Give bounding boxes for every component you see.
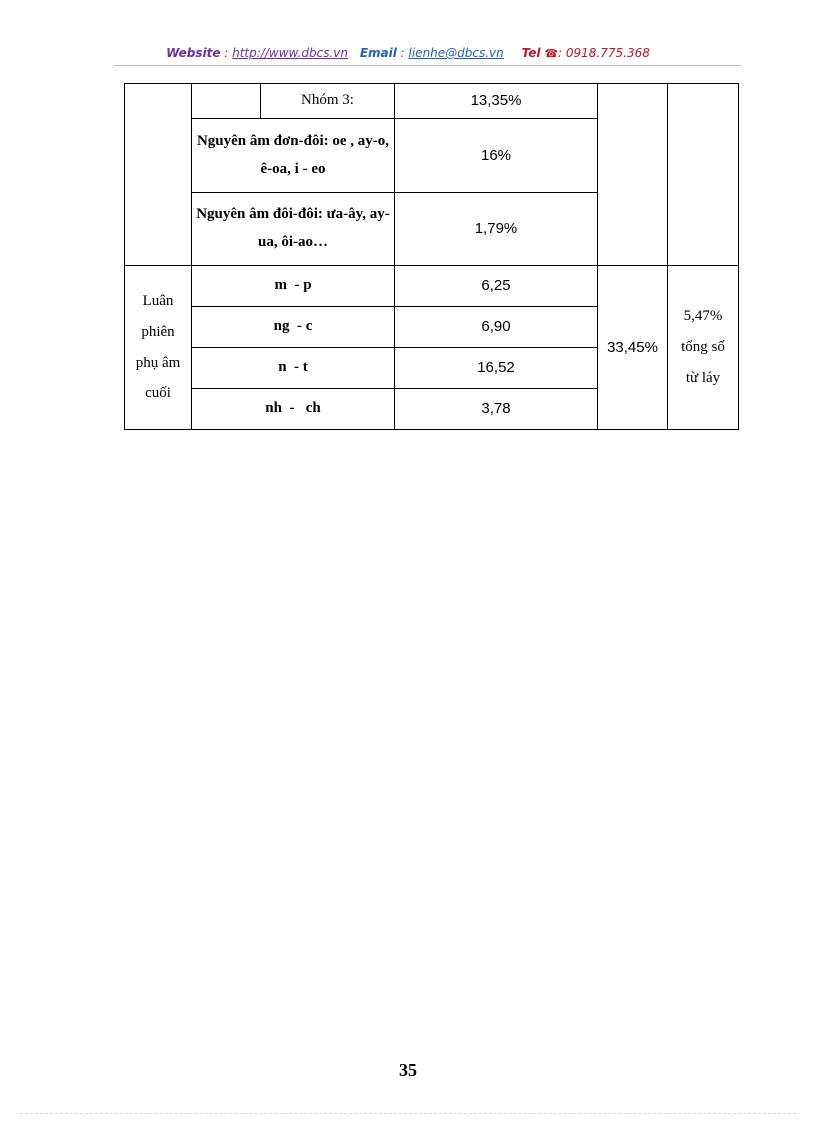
website-label: Website — [166, 46, 221, 60]
table-row — [125, 84, 739, 119]
group-2-total: 33,45% — [598, 266, 668, 430]
email-link[interactable]: lienhe@dbcs.vn — [408, 46, 504, 60]
page-header — [0, 46, 816, 60]
row-value: 16% — [395, 119, 598, 193]
header-divider — [114, 65, 741, 66]
row-label: ng - c — [192, 307, 395, 348]
group-2-label: Luân phiên phụ âm cuối — [125, 266, 192, 430]
row-value: 6,90 — [395, 307, 598, 348]
row-label: Nguyên âm đôi-đôi: ưa-ây, ay-ua, ôi-ao… — [192, 193, 395, 266]
row-label: m - p — [192, 266, 395, 307]
page-number: 35 — [399, 1060, 417, 1080]
tel-value: : 0918.775.368 — [558, 46, 650, 60]
telephone-icon: ☎ — [544, 47, 559, 60]
tel-label: Tel — [521, 46, 541, 60]
email-separator: : — [396, 46, 409, 60]
data-table — [124, 83, 739, 430]
row-label: Nguyên âm đơn-đôi: oe , ay-o, ê-oa, i - eo — [192, 119, 395, 193]
group-1-label-cell — [125, 84, 192, 266]
row-value: 1,79% — [395, 193, 598, 266]
row-value: 3,78 — [395, 389, 598, 430]
footer-divider — [20, 1113, 796, 1114]
table-row — [125, 266, 739, 307]
group-2-share: 5,47% tổng số từ láy — [668, 266, 739, 430]
row-label: n - t — [192, 348, 395, 389]
website-separator: : — [220, 46, 233, 60]
row-value: 13,35% — [395, 84, 598, 119]
website-link[interactable]: http://www.dbcs.vn — [232, 46, 348, 60]
row-label: Nhóm 3: — [261, 84, 395, 119]
email-label: Email — [359, 46, 397, 60]
group-1-share-cell — [668, 84, 739, 266]
row-value: 16,52 — [395, 348, 598, 389]
row-value: 6,25 — [395, 266, 598, 307]
group-1-total-cell — [598, 84, 668, 266]
row-label: nh - ch — [192, 389, 395, 430]
subgroup-indent-cell — [192, 84, 261, 119]
